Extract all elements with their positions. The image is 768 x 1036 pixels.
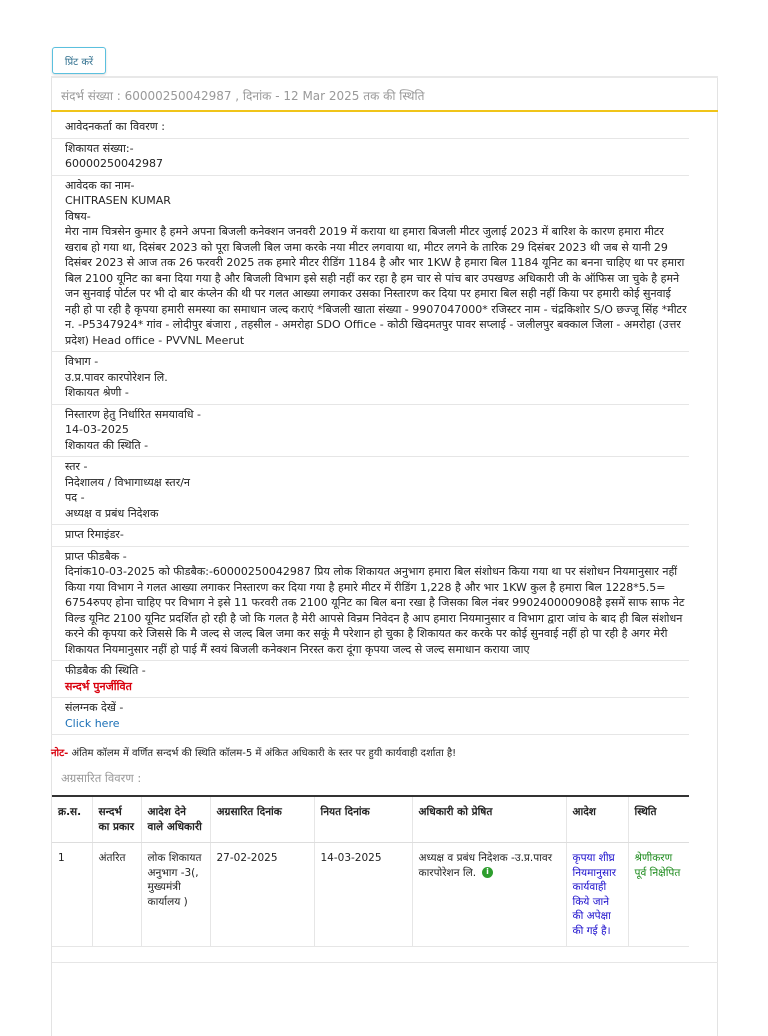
th-order: आदेश (566, 796, 628, 843)
level-post: स्तर - निदेशालय / विभागाध्यक्ष स्तर/न पद - अध्यक्ष व प्रबंध निदेशक (51, 457, 689, 525)
note-label: नोट- (51, 748, 69, 759)
cell-status: श्रेणीकरण पूर्व निक्षेपित (628, 843, 689, 947)
note-text: अंतिम कॉलम में वर्णित सन्दर्भ की स्थिति कॉलम-5 में अंकित अधिकारी के स्तर पर हुयी कार्यवाही दर्शाता है! (68, 748, 457, 759)
deadline: निस्तारण हेतु निर्धारित समयावधि - 14-03-2025 शिकायत की स्थिति - (51, 405, 689, 458)
th-officer: आदेश देने वाले अधिकारी (141, 796, 210, 843)
divider (52, 962, 718, 963)
th-sno: क्र.स. (52, 796, 92, 843)
note (51, 745, 711, 759)
feedback-text: दिनांक10-03-2025 को फीडबैक:-60000250042987 प्रिय लोक शिकायत अनुभाग हमारा बिल संशोधन किया गया था पर संशोधन नियमानुसार नहीं किया गया विभाग ने गलत आख्या लगाकर निस्तारण कर दिया गया है हमारे मीटर में रीडिंग 1,228 है और भार 1KW कुल है हमारा बिल 1228*5.5= 6754रुपए होना चाहिए पर विभाग ने इसे 11 फरवरी तक 2100 यूनिट का बिल बना रखा है जिसका बिल नंबर 990240000908है इसमें साफ साफ नेट विल्ड यूनिट 2100 यूनिट प्रदर्शित हो रही है जो कि गलत है मेरी आपसे विन्रम निवेदन है आप हमारा नियमानुसार व विभाग द्वारा जांच के बाद ही बिल संशोधन करने की कृपया करे जिससे कि मै जल्द से जल्द बिल जमा कर सकूं मै परेशान हो चुका है शिकायत कर करके पर कोई सुनवाई नहीं हो पा रही है अगर मेरी शिकायत नियमानुसार नहीं हो पाई मैं स्वयं बिजली कनेक्शन निरस्त करा दूंगा कृपया जल्द से जल्द समाधान कराया जाए (65, 565, 685, 656)
subject-text: मेरा नाम चित्रसेन कुमार है हमने अपना बिजली कनेक्शन जनवरी 2019 में कराया था हमारा बिजली मीटर जुलाई 2023 में बारिश के कारण हमारा मीटर खराब हो गया था, दिसंबर 2023 को पूरा बिजली बिल जमा करके नया मीटर लगवाया था, मीटर लगने के तारिक 29 दिसंबर 2023 थी जब से यानी 29 दिसंबर 2023 से आज तक 26 फरवरी 2025 तक हमारे मीटर रीडिंग 1184 है और भार 1KW है हमारा बिल 1184 यूनिट का बनना चाहिए था पर हमारा बिल 2100 यूनिट का बना दिया गया है और बिजली विभाग इसे सही नहीं कर रहा है हम चार से पांच बार उपखण्ड अधिकारी जी के ऑफिस जा चुके है हमने जन सुनवाई पोर्टल पर भी दो बार कंप्लेन की थी पर गलत आख्या लगाकर उसका निस्तारण कर दिया पर हमारा बिल सही नहीं किया पर हमारी कोई सुनवाई नही हो पा रही है कृपया हमारी समस्या का समाधान जल्द कराएं *बिजली खाता संख्या - 9907047000* रजिस्टर नाम - चंद्रकिशोर S/O छज्जू सिंह *मीटर न. -P5347924* गांव - लोदीपुर बंजारा , तहसील - अमरोहा SDO Office - कोठी खिदमतपुर पावर सप्लाई - जलीलपुर बक्काल जिला - अमरोहा (उत्तर प्रदेश) Head office - PVVNL Meerut (65, 225, 687, 347)
attachment-link[interactable]: Click here (65, 716, 120, 730)
cell-officer: लोक शिकायत अनुभाग -3(, मुख्यमंत्री कार्यालय ) (141, 843, 210, 947)
feedback-status: फीडबैक की स्थिति - सन्दर्भ पुनर्जीवित (51, 661, 689, 698)
info-icon[interactable]: i (482, 867, 493, 878)
cell-type: अंतरित (92, 843, 141, 947)
complaint-number: शिकायत संख्या:- 60000250042987 (51, 139, 689, 176)
cell-fwd-date: 27-02-2025 (210, 843, 314, 947)
department: विभाग - उ.प्र.पावर कारपोरेशन लि. शिकायत श्रेणी - (51, 352, 689, 405)
forwarded-table (52, 795, 689, 947)
applicant-heading: आवेदनकर्ता का विवरण : (51, 117, 689, 139)
status-badge: सन्दर्भ पुनर्जीवित (65, 679, 132, 693)
page-title: संदर्भ संख्या : 60000250042987 , दिनांक - 12 Mar 2025 तक की स्थिति (51, 76, 718, 112)
applicant-name-subject: आवेदक का नाम- CHITRASEN KUMAR विषय- मेरा नाम चित्रसेन कुमार है हमने अपना बिजली कनेक्शन जनवरी 2019 में कराया था हमारा बिजली मीटर जुलाई 2023 में बारिश के कारण हमारा मीटर खराब हो गया था, दिसंबर 2023 को पूरा बिजली बिल जमा करके नया मीटर लगवाया था, मीटर लगने के तारिक 29 दिसंबर 2023 थी जब से यानी 29 दिसंबर 2023 से आज तक 26 फरवरी 2025 तक हमारे मीटर रीडिंग 1184 है और भार 1KW है हमारा बिल 1184 यूनिट का बनना चाहिए था पर हमारा बिल 2100 यूनिट का बना दिया गया है और बिजली विभाग इसे सही नहीं कर रहा है हम चार से पांच बार उपखण्ड अधिकारी जी के ऑफिस जा चुके है हमने जन सुनवाई पोर्टल पर भी दो बार कंप्लेन की थी पर गलत आख्या लगाकर उसका निस्तारण कर दिया पर हमारा बिल सही नहीं किया पर हमारी कोई सुनवाई नही हो पा रही है कृपया हमारी समस्या का समाधान जल्द कराएं *बिजली खाता संख्या - 9907047000* रजिस्टर नाम - चंद्रकिशोर S/O छज्जू सिंह *मीटर न. -P5347924* गांव - लोदीपुर बंजारा , तहसील - अमरोहा SDO Office - कोठी खिदमतपुर पावर सप्लाई - जलीलपुर बक्काल जिला - अमरोहा (उत्तर प्रदेश) Head office - PVVNL Meerut (51, 176, 689, 353)
feedback: प्राप्त फीडबैक - दिनांक10-03-2025 को फीडबैक:-60000250042987 प्रिय लोक शिकायत अनुभाग हमारा बिल संशोधन किया गया था पर संशोधन नियमानुसार नहीं किया गया विभाग ने गलत आख्या लगाकर निस्तारण कर दिया गया है हमारे मीटर में रीडिंग 1,228 है और भार 1KW कुल है हमारा बिल 1228*5.5= 6754रुपए होना चाहिए पर विभाग ने इसे 11 फरवरी तक 2100 यूनिट का बिल बना रखा है जिसका बिल नंबर 990240000908है इसमें साफ साफ नेट विल्ड यूनिट 2100 यूनिट प्रदर्शित हो रही है जो कि गलत है मेरी आपसे विन्रम निवेदन है आप हमारा नियमानुसार व विभाग द्वारा जांच के बाद ही बिल संशोधन करने की कृपया करे जिससे कि मै जल्द से जल्द बिल जमा कर सकूं मै परेशान हो चुका है शिकायत कर करके पर कोई सुनवाई नहीं हो पा रही है अगर मेरी शिकायत नियमानुसार नहीं हो पाई मैं स्वयं बिजली कनेक्शन निरस्त करा दूंगा कृपया जल्द से जल्द समाधान कराया जाए (51, 547, 689, 662)
cell-sno: 1 (52, 843, 92, 947)
table-row (52, 843, 689, 947)
th-type: सन्दर्भ का प्रकार (92, 796, 141, 843)
forwarded-title: अग्रसारित विवरण : (61, 771, 142, 785)
th-due-date: नियत दिनांक (314, 796, 412, 843)
th-status: स्थिति (628, 796, 689, 843)
reminder: प्राप्त रिमाइंडर- (51, 525, 689, 547)
applicant-details (51, 117, 689, 735)
cell-order: कृपया शीघ्र नियमानुसार कार्यवाही किये जाने की अपेक्षा की गई है। (566, 843, 628, 947)
th-fwd-date: अग्रसारित दिनांक (210, 796, 314, 843)
print-button[interactable]: प्रिंट करें (52, 47, 106, 74)
th-sent-to: अधिकारी को प्रेषित (412, 796, 566, 843)
cell-due-date: 14-03-2025 (314, 843, 412, 947)
cell-sent-to: अध्यक्ष व प्रबंध निदेशक -उ.प्र.पावर कारपोरेशन लि. i (412, 843, 566, 947)
attachment: संलग्नक देखें - Click here (51, 698, 689, 735)
table-header (52, 796, 689, 843)
